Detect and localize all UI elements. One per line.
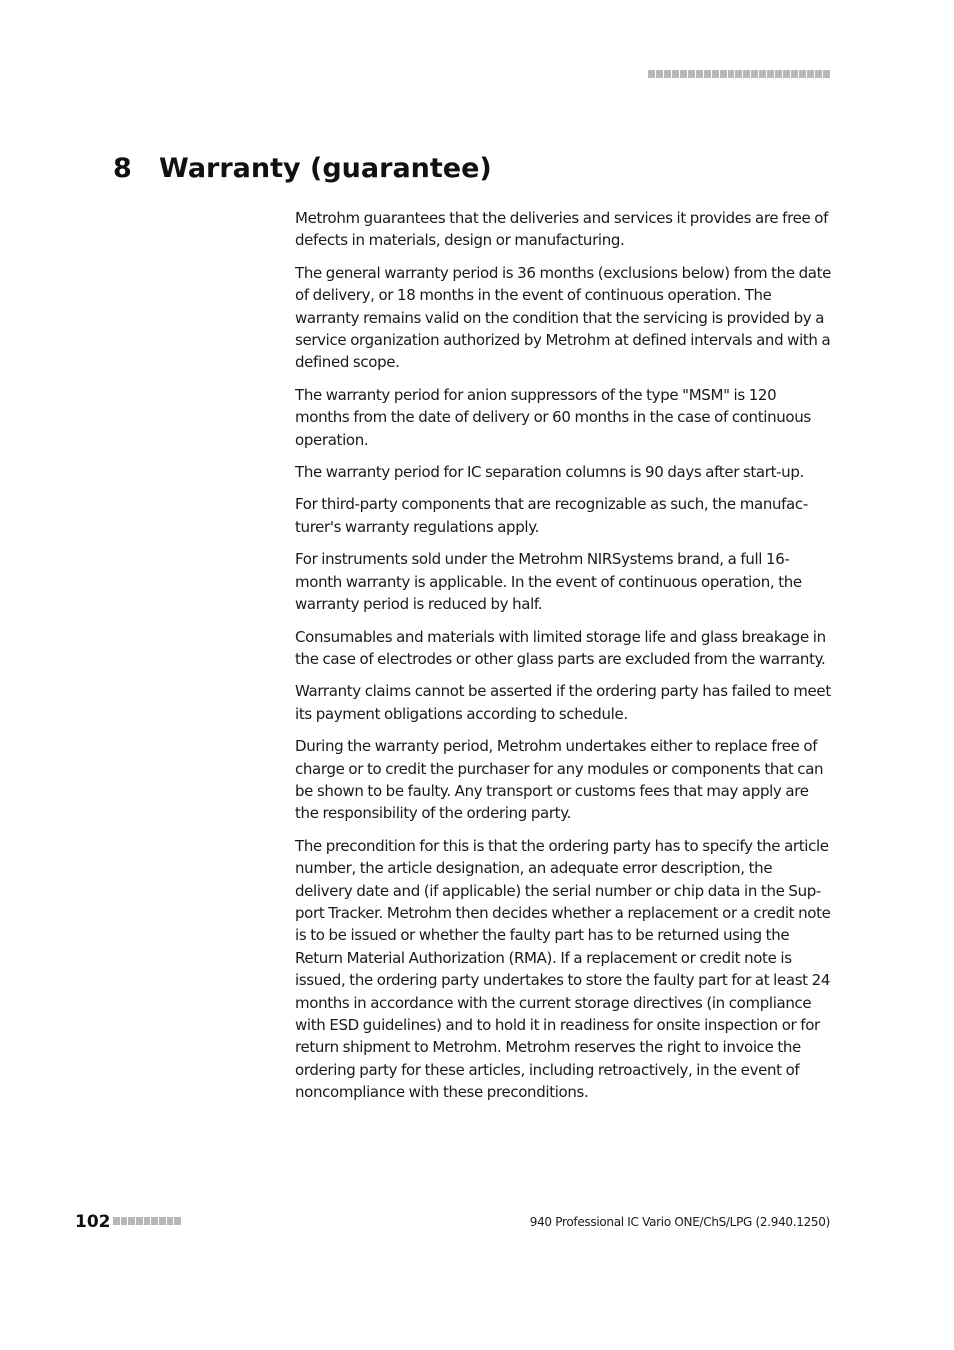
header-dot	[799, 70, 806, 78]
header-dot	[823, 70, 830, 78]
chapter-title-text: Warranty (guarantee)	[159, 153, 492, 184]
paragraph: The warranty period for IC separation columns is 90 days after start-up.	[295, 463, 804, 482]
paragraph: For third-party components that are recognizable as such, the manufacturer's warranty regulations apply.	[295, 495, 809, 536]
footer-dot	[167, 1217, 174, 1225]
header-dot	[751, 70, 758, 78]
footer-dot	[144, 1217, 151, 1225]
chapter-title	[113, 150, 492, 188]
body-text	[295, 207, 833, 1114]
paragraph: The precondition for this is that the ordering party has to specify the article number, the article designation, an adequate error description, the delivery date and (if applicable) the serial number or chip data in the Support Tracker. Metrohm then decides whether a replacement or a credit note is to be issued or whether the faulty part has to be returned using the Return Material Authorization (RMA). If a replacement or credit note is issued, the ordering party undertakes to store the faulty part for at least 24 months in accordance with the current storage directives (in compliance with ESD guidelines) and to hold it in readiness for onsite inspection or for return shipment to Metrohm. Metrohm reserves the right to invoice the ordering party for these articles, including retroactively, in the event of noncompliance with these preconditions.	[295, 836, 831, 1102]
header-dot	[775, 70, 782, 78]
footer-dot	[128, 1217, 135, 1225]
paragraph: During the warranty period, Metrohm undertakes either to replace free of charge or to credit the purchaser for any modules or components that can be shown to be faulty. Any transport or customs fees that may apply are the responsibility of the ordering party.	[295, 737, 824, 823]
paragraph: The warranty period for anion suppressors of the type "MSM" is 120 months from the date of delivery or 60 months in the case of continuous operation.	[295, 385, 811, 449]
header-dot	[672, 70, 679, 78]
header-dot	[648, 70, 655, 78]
header-dot	[783, 70, 790, 78]
footer-dot	[159, 1217, 166, 1225]
header-dot	[815, 70, 822, 78]
page-number: 102	[75, 1212, 111, 1232]
chapter-number: 8	[113, 153, 132, 184]
header-dot	[743, 70, 750, 78]
footer-dot	[136, 1217, 143, 1225]
paragraph: Consumables and materials with limited storage life and glass breakage in the case of electrodes or other glass parts are excluded from the warranty.	[295, 627, 826, 668]
footer-dotted-bar	[113, 1217, 181, 1226]
footer-dot	[174, 1217, 181, 1225]
paragraph: Metrohm guarantees that the deliveries and services it provides are free of defects in materials, design or manufacturing.	[295, 209, 829, 250]
header-dot	[735, 70, 742, 78]
footer-dot	[113, 1217, 120, 1225]
header-dot	[688, 70, 695, 78]
header-dot	[712, 70, 719, 78]
header-dot	[807, 70, 814, 78]
header-dot	[704, 70, 711, 78]
paragraph: The general warranty period is 36 months (exclusions below) from the date of delivery, or 18 months in the event of continuous operation. The warranty remains valid on the condition that the servicing is provided by a service organization authorized by Metrohm at defined intervals and with a defined scope.	[295, 263, 832, 372]
header-dot	[728, 70, 735, 78]
header-dot	[759, 70, 766, 78]
header-dot	[680, 70, 687, 78]
header-dot	[791, 70, 798, 78]
paragraph: Warranty claims cannot be asserted if the ordering party has failed to meet its payment obligations according to schedule.	[295, 682, 831, 723]
header-dot	[656, 70, 663, 78]
header-dot	[720, 70, 727, 78]
header-dot	[696, 70, 703, 78]
paragraph: For instruments sold under the Metrohm NIRSystems brand, a full 16-month warranty is applicable. In the event of continuous operation, the warranty period is reduced by half.	[295, 550, 802, 614]
footer-dot	[151, 1217, 158, 1225]
header-dotted-bar	[648, 70, 830, 79]
header-dot	[767, 70, 774, 78]
footer-dot	[121, 1217, 128, 1225]
footer-product-name: 940 Professional IC Vario ONE/ChS/LPG (2.940.1250)	[529, 1215, 830, 1229]
header-dot	[664, 70, 671, 78]
